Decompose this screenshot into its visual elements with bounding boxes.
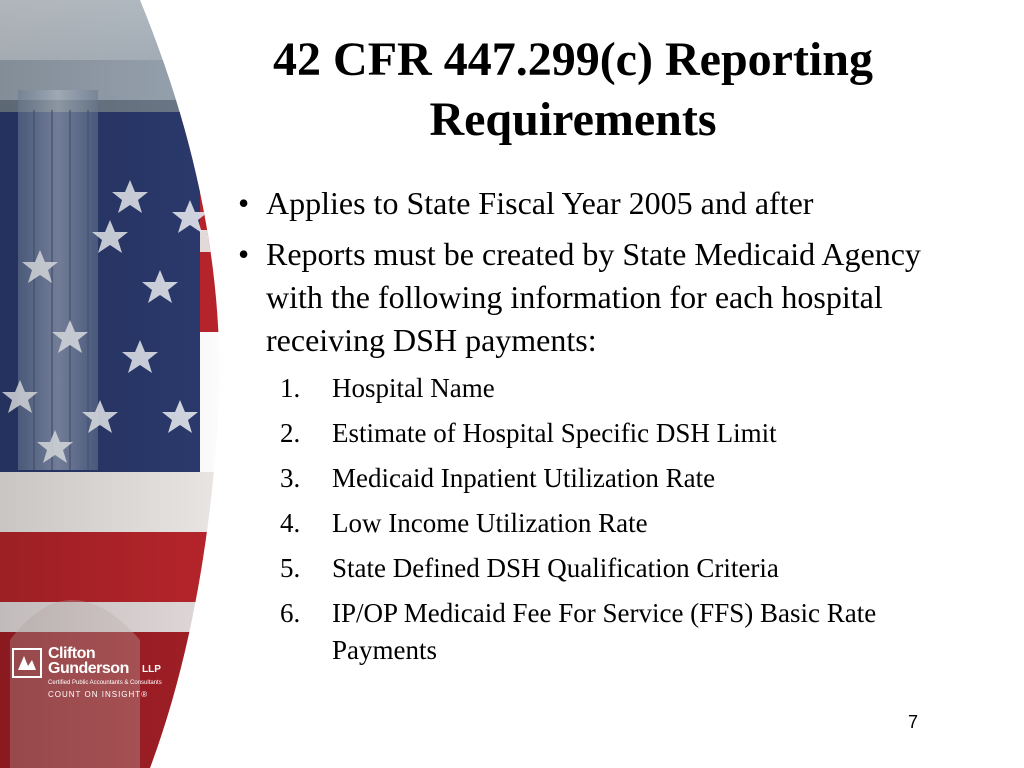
list-number: 3. bbox=[280, 463, 301, 493]
list-number: 4. bbox=[280, 508, 301, 538]
list-item-text: Medicaid Inpatient Utilization Rate bbox=[332, 463, 716, 493]
list-item-text: Hospital Name bbox=[332, 373, 495, 403]
list-item bbox=[238, 550, 968, 587]
list-item bbox=[238, 370, 968, 407]
bullet-item bbox=[238, 233, 968, 362]
logo-tagline: COUNT ON INSIGHT® bbox=[48, 690, 149, 699]
bullet-text: Applies to State Fiscal Year 2005 and after bbox=[266, 185, 814, 221]
list-number: 5. bbox=[280, 553, 301, 583]
logo-name-line2: Gunderson bbox=[48, 660, 129, 677]
list-item bbox=[238, 505, 968, 542]
bullet-icon: • bbox=[238, 236, 250, 272]
logo-name-line1: Clifton bbox=[48, 645, 96, 662]
logo-suffix: LLP bbox=[142, 664, 161, 675]
list-item bbox=[238, 415, 968, 452]
list-number: 6. bbox=[280, 598, 301, 628]
bullet-item bbox=[238, 182, 968, 225]
page-number: 7 bbox=[907, 712, 918, 732]
list-number: 2. bbox=[280, 418, 301, 448]
bullet-icon: • bbox=[238, 185, 250, 221]
clifton-gunderson-logo bbox=[8, 646, 178, 706]
list-number: 1. bbox=[280, 373, 301, 403]
bullet-text: Reports must be created by State Medicaid Agency with the following information for each hospital receiving DSH payments: bbox=[266, 236, 921, 358]
slide-title: 42 CFR 447.299(c) Reporting Requirements bbox=[273, 33, 873, 146]
list-item-text: Estimate of Hospital Specific DSH Limit bbox=[332, 418, 777, 448]
logo-mark-icon bbox=[12, 648, 42, 678]
numbered-list bbox=[238, 370, 968, 669]
list-item-text: State Defined DSH Qualification Criteria bbox=[332, 553, 779, 583]
list-item bbox=[238, 460, 968, 497]
list-item-text: Low Income Utilization Rate bbox=[332, 508, 648, 538]
list-item bbox=[238, 595, 968, 669]
slide-content bbox=[238, 182, 968, 677]
list-item-text: IP/OP Medicaid Fee For Service (FFS) Basic Rate Payments bbox=[332, 598, 877, 665]
logo-subtitle: Certified Public Accountants & Consultants bbox=[48, 680, 162, 686]
